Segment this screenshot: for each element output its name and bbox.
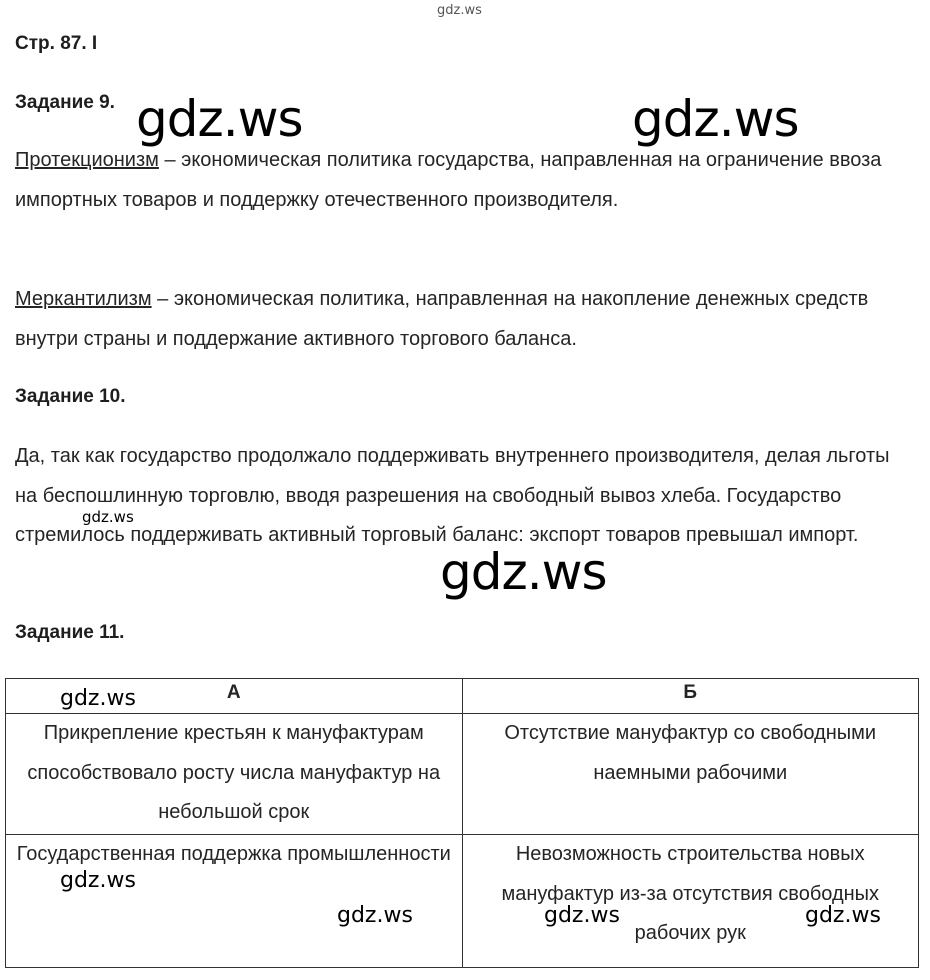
table-row — [6, 835, 919, 968]
page-heading: Стр. 87. I — [15, 33, 98, 54]
watermark-large: gdz.ws — [440, 543, 607, 601]
column-header-a: А — [6, 679, 463, 714]
watermark-small: gdz.ws — [337, 903, 413, 928]
definition-mercantilism: – экономическая политика, направленная на накопление денежных средств внутри страны и поддержание активного торгового баланса. — [15, 288, 869, 350]
table-cell: Отсутствие мануфактур со свободными наемными рабочими — [462, 714, 919, 835]
watermark-large: gdz.ws — [136, 90, 303, 148]
watermark-small: gdz.ws — [82, 508, 134, 526]
task9-paragraph-mercantilism — [15, 280, 915, 359]
table-cell: Невозможность строительства новых мануфактур из-за отсутствия свободных рабочих рук — [462, 835, 919, 968]
comparison-table — [5, 678, 919, 968]
task11-heading: Задание 11. — [15, 622, 125, 643]
term-protectionism: Протекционизм — [15, 149, 159, 171]
task9-paragraph-protectionism — [15, 141, 905, 220]
task9-heading: Задание 9. — [15, 92, 115, 113]
table-cell: Государственная поддержка промышленности — [6, 835, 463, 968]
table-cell: Прикрепление крестьян к мануфактурам способствовало росту числа мануфактур на небольшой срок — [6, 714, 463, 835]
watermark-small: gdz.ws — [805, 903, 881, 928]
watermark-top: gdz.ws — [437, 3, 482, 18]
column-header-b: Б — [462, 679, 919, 714]
watermark-large: gdz.ws — [632, 90, 799, 148]
term-mercantilism: Меркантилизм — [15, 288, 152, 310]
definition-protectionism: – экономическая политика государства, направленная на ограничение ввоза импортных товаров и поддержку отечественного производителя. — [15, 149, 882, 211]
watermark-small: gdz.ws — [544, 903, 620, 928]
task10-heading: Задание 10. — [15, 386, 126, 407]
watermark-small: gdz.ws — [60, 868, 136, 893]
table-row — [6, 714, 919, 835]
task10-paragraph: Да, так как государство продолжало поддерживать внутреннего производителя, делая льготы на беспошлинную торговлю, вводя разрешения на свободный вывоз хлеба. Государство стремилось поддерживать активный торговый баланс: экспорт товаров превышал импорт. — [15, 445, 890, 546]
watermark-small: gdz.ws — [60, 686, 136, 711]
table-header-row — [6, 679, 919, 714]
